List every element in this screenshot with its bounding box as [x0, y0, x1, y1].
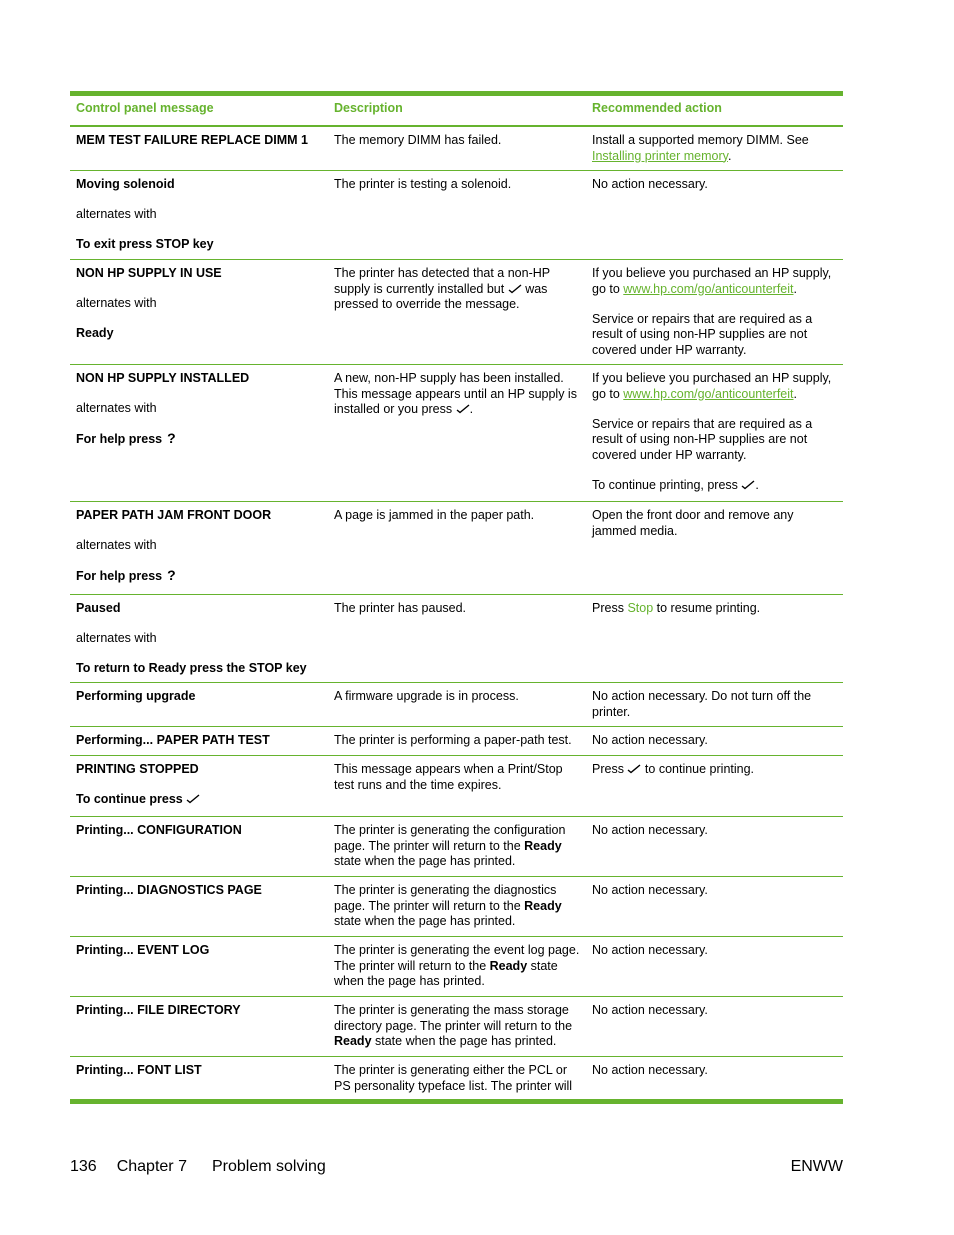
description-cell: A page is jammed in the paper path.: [334, 508, 535, 522]
description-cell: [328, 266, 586, 364]
message-line: [76, 431, 328, 448]
message-table: [70, 91, 843, 1104]
action-text: Press: [592, 762, 624, 776]
checkmark-icon: [741, 480, 755, 490]
message-text: For help press: [76, 569, 163, 583]
table-row: [70, 997, 843, 1057]
anticounterfeit-link[interactable]: www.hp.com/go/anticounterfeit: [623, 386, 794, 401]
description-text: state when the page has printed.: [334, 854, 516, 868]
action-text: .: [793, 386, 797, 401]
action-paragraph: [592, 478, 837, 494]
table-row: [70, 727, 843, 756]
message-cell: Performing upgrade: [76, 689, 196, 703]
message-cell: [70, 266, 328, 364]
description-cell: [328, 883, 586, 936]
action-cell: No action necessary.: [592, 177, 708, 191]
ready-state-label: Ready: [524, 838, 562, 853]
action-text: Press: [592, 601, 628, 615]
action-text: to resume printing.: [653, 601, 761, 615]
message-cell: [70, 177, 328, 259]
help-icon: ?: [167, 430, 176, 446]
checkmark-icon: [508, 284, 522, 294]
message-cell: Printing... DIAGNOSTICS PAGE: [76, 883, 262, 897]
description-text: A new, non-HP supply has been installed. This message appears until an HP supply is installed or you press: [334, 371, 577, 416]
description-text: state when the page has printed.: [334, 958, 558, 988]
message-cell: [70, 601, 328, 682]
description-cell: [328, 371, 586, 501]
message-line: alternates with: [76, 401, 157, 415]
table-row: [70, 817, 843, 877]
message-cell: Printing... EVENT LOG: [76, 943, 210, 957]
description-text: was pressed to override the message.: [334, 281, 548, 311]
message-line: [76, 568, 328, 585]
message-cell: [70, 762, 328, 816]
description-cell: This message appears when a Print/Stop test runs and the time expires.: [334, 762, 563, 792]
locale-label: ENWW: [790, 1158, 843, 1175]
message-line: alternates with: [76, 631, 157, 645]
message-line: NON HP SUPPLY INSTALLED: [76, 371, 250, 385]
action-cell: No action necessary. Do not turn off the printer.: [592, 689, 812, 719]
message-line: To exit press STOP key: [76, 237, 214, 251]
action-paragraph: Service or repairs that are required as a result of using non-HP supplies are not covered under HP warranty.: [592, 416, 813, 462]
message-cell: Performing... PAPER PATH TEST: [76, 733, 270, 747]
table-row: [70, 756, 843, 817]
message-cell: [70, 371, 328, 501]
page-footer: [70, 1158, 843, 1176]
message-cell: Printing... FILE DIRECTORY: [76, 1003, 241, 1017]
table-row: [70, 260, 843, 365]
section-title: Problem solving: [211, 1158, 326, 1175]
message-line: To return to Ready press the STOP key: [76, 661, 307, 675]
description-text: The printer is generating the event log page. The printer will return to the: [334, 943, 580, 973]
help-icon: ?: [167, 567, 176, 583]
message-cell: Printing... FONT LIST: [76, 1063, 202, 1077]
description-text: state when the page has printed.: [371, 1034, 557, 1048]
action-cell: No action necessary.: [592, 883, 708, 897]
action-text: .: [727, 148, 732, 163]
description-cell: The printer has paused.: [334, 601, 467, 615]
message-cell: [70, 508, 328, 594]
message-line: alternates with: [76, 538, 157, 552]
header-description: Description: [334, 101, 403, 115]
ready-state-label: Ready: [524, 898, 562, 913]
table-row: [70, 127, 843, 171]
description-text: .: [469, 402, 474, 416]
action-cell: No action necessary.: [592, 1003, 708, 1017]
message-line: NON HP SUPPLY IN USE: [76, 266, 222, 280]
description-cell: The printer is generating either the PCL or PS personality typeface list. The printer will: [334, 1063, 573, 1093]
chapter-label: Chapter 7: [116, 1158, 187, 1175]
table-row: [70, 595, 843, 683]
description-text: The printer is generating the diagnostics page. The printer will return to the: [334, 883, 557, 913]
action-text: If you believe you purchased an HP supply, go to: [592, 266, 832, 296]
description-cell: [328, 943, 586, 996]
message-line: PRINTING STOPPED: [76, 762, 199, 776]
action-cell: [586, 371, 843, 501]
action-cell: [586, 133, 843, 170]
installing-memory-link[interactable]: Installing printer memory: [592, 148, 728, 163]
checkmark-icon: [456, 404, 470, 414]
message-line: alternates with: [76, 296, 157, 310]
table-row: [70, 683, 843, 727]
action-text: .: [755, 477, 759, 492]
ready-state-label: Ready: [334, 1034, 372, 1048]
action-cell: Open the front door and remove any jammed media.: [592, 508, 794, 538]
action-cell: [586, 762, 843, 816]
action-cell: No action necessary.: [592, 823, 708, 837]
description-cell: The printer is performing a paper-path test.: [334, 733, 572, 747]
anticounterfeit-link[interactable]: www.hp.com/go/anticounterfeit: [623, 281, 794, 296]
message-line: PAPER PATH JAM FRONT DOOR: [76, 508, 272, 522]
table-row: [70, 877, 843, 937]
message-cell: MEM TEST FAILURE REPLACE DIMM 1: [76, 133, 308, 147]
message-line: [76, 792, 328, 808]
stop-key-label: Stop: [627, 601, 654, 615]
description-cell: The printer is testing a solenoid.: [334, 177, 512, 191]
description-text: The printer has detected that a non-HP supply is currently installed but: [334, 266, 550, 296]
description-cell: The memory DIMM has failed.: [334, 133, 502, 147]
message-line: Paused: [76, 601, 121, 615]
checkmark-icon: [186, 794, 200, 804]
page-number: 136: [70, 1158, 97, 1175]
table-row: [70, 502, 843, 595]
action-paragraph: [592, 266, 837, 297]
action-text: Install a supported memory DIMM. See: [592, 133, 809, 147]
action-cell: [586, 266, 843, 364]
description-text: The printer is generating the mass storage directory page. The printer will return to the: [334, 1003, 573, 1033]
description-text: The printer is generating the configuration page. The printer will return to the: [334, 823, 566, 853]
action-cell: No action necessary.: [592, 733, 708, 747]
table-row: [70, 171, 843, 260]
table-row: [70, 937, 843, 997]
message-text: For help press: [76, 432, 163, 446]
table-row: [70, 365, 843, 502]
description-cell: [328, 823, 586, 876]
message-text: To continue press: [76, 792, 183, 806]
action-paragraph: Service or repairs that are required as a result of using non-HP supplies are not covered under HP warranty.: [592, 311, 813, 357]
description-text: state when the page has printed.: [334, 914, 516, 928]
header-recommended-action: Recommended action: [592, 101, 722, 115]
header-control-panel-message: Control panel message: [76, 101, 214, 115]
message-line: alternates with: [76, 207, 157, 221]
table-header: [70, 96, 843, 127]
action-text: If you believe you purchased an HP supply, go to: [592, 371, 832, 401]
message-line: Moving solenoid: [76, 177, 175, 191]
action-cell: No action necessary.: [592, 1063, 708, 1077]
ready-state-label: Ready: [489, 958, 528, 973]
checkmark-icon: [627, 764, 641, 774]
action-paragraph: [592, 371, 837, 402]
table-row: [70, 1057, 843, 1099]
description-cell: A firmware upgrade is in process.: [334, 689, 519, 703]
message-line: Ready: [76, 326, 114, 340]
message-cell: Printing... CONFIGURATION: [76, 823, 242, 837]
action-cell: No action necessary.: [592, 943, 708, 957]
action-text: .: [793, 281, 797, 296]
action-cell: [586, 601, 843, 682]
action-text: To continue printing, press: [592, 477, 738, 492]
description-cell: [328, 1003, 586, 1056]
action-text: to continue printing.: [644, 762, 755, 776]
